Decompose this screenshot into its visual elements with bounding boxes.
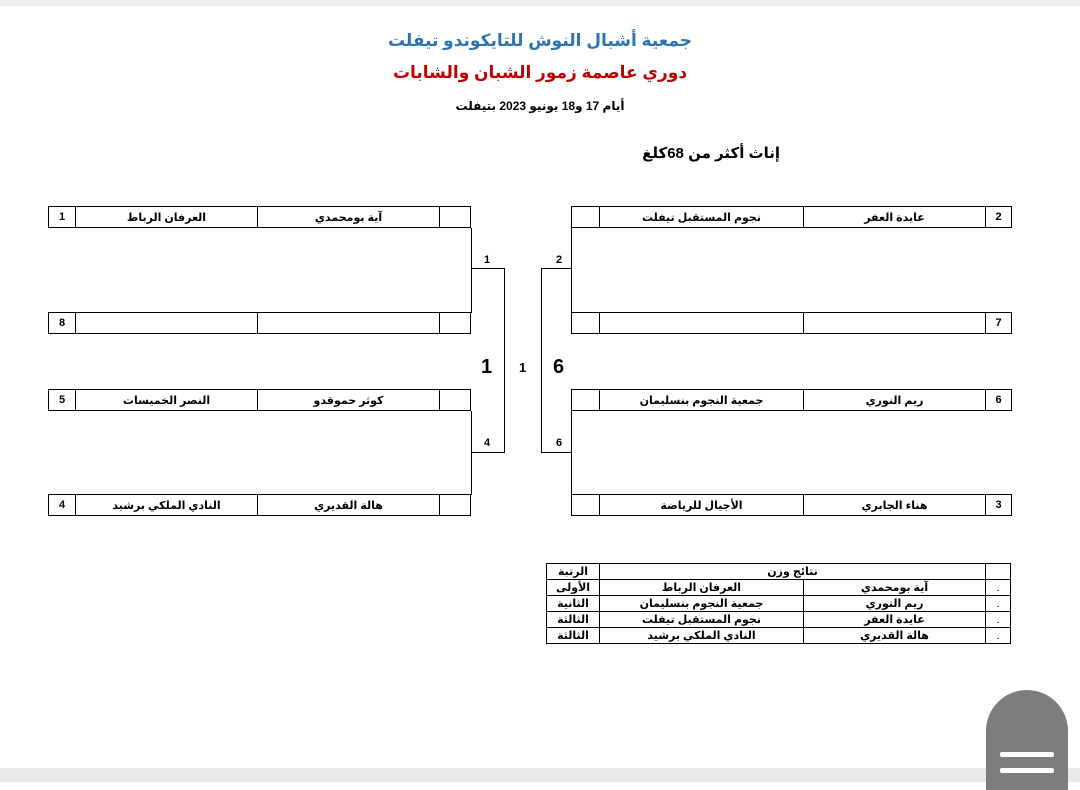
athlete-cell — [257, 312, 440, 334]
connector-line — [504, 268, 505, 453]
seed-number: 3 — [985, 494, 1012, 516]
connector-line — [541, 268, 571, 269]
organization-title: جمعية أشبال النوش للتايكوندو تيفلت — [387, 31, 693, 50]
scroll-to-top-button[interactable] — [986, 690, 1068, 790]
club-cell: العرفان الرباط — [599, 579, 804, 596]
final-left-score: 1 — [481, 356, 493, 378]
semifinal-winner-left-top: 1 — [484, 254, 491, 266]
athlete-cell: آية بومحمدي — [257, 206, 440, 228]
final-right-score: 6 — [553, 356, 565, 378]
weight-category: إناث أكثر من 68كلغ — [642, 145, 780, 162]
club-cell — [599, 312, 804, 334]
rank-cell: الثالثة — [546, 611, 600, 628]
athlete-cell — [803, 312, 986, 334]
rank-cell: الأولى — [546, 579, 600, 596]
score-box — [571, 312, 600, 334]
league-title: دوري عاصمة زمور الشبان والشابات — [392, 63, 688, 82]
results-title: نتائج وزن — [599, 563, 986, 580]
rank-cell: الثانية — [546, 595, 600, 612]
final-winner: 1 — [519, 360, 527, 375]
athlete-cell: عايدة العفر — [803, 206, 986, 228]
athlete-cell: ريم النوري — [803, 595, 986, 612]
score-box — [571, 494, 600, 516]
rank-cell: الثالثة — [546, 627, 600, 644]
connector-line — [471, 411, 472, 495]
connector-line — [471, 452, 504, 453]
row-mark: . — [985, 627, 1011, 644]
row-mark: . — [985, 595, 1011, 612]
club-cell: نجوم المستقبل تيفلت — [599, 611, 804, 628]
top-border — [0, 0, 1080, 6]
score-box — [439, 312, 471, 334]
connector-line — [471, 268, 504, 269]
club-cell: الأجيال للرياضة — [599, 494, 804, 516]
athlete-cell: عايدة العفر — [803, 611, 986, 628]
semifinal-winner-left-bottom: 4 — [484, 437, 491, 449]
athlete-cell: هناء الجابري — [803, 494, 986, 516]
club-cell: جمعية النجوم بنسليمان — [599, 595, 804, 612]
seed-number: 5 — [48, 389, 76, 411]
seed-number: 2 — [985, 206, 1012, 228]
athlete-cell: ريم النوري — [803, 389, 986, 411]
club-cell: جمعية النجوم بنسليمان — [599, 389, 804, 411]
connector-line — [571, 411, 572, 495]
club-cell: النادي الملكي برشيد — [599, 627, 804, 644]
connector-line — [571, 228, 572, 313]
row-mark: . — [985, 611, 1011, 628]
menu-bar-icon — [1000, 752, 1054, 757]
seed-number: 8 — [48, 312, 76, 334]
connector-line — [471, 228, 472, 313]
score-box — [439, 494, 471, 516]
semifinal-winner-right-bottom: 6 — [556, 437, 563, 449]
seed-number: 6 — [985, 389, 1012, 411]
connector-line — [541, 452, 571, 453]
score-box — [571, 206, 600, 228]
rank-header: الرتبة — [546, 563, 600, 580]
semifinal-winner-right-top: 2 — [556, 254, 563, 266]
menu-bar-icon — [1000, 768, 1054, 773]
score-box — [439, 389, 471, 411]
club-cell: النادي الملكي برشيد — [75, 494, 258, 516]
event-dates: أيام 17 و18 يونيو 2023 بتيفلت — [455, 99, 625, 113]
connector-line — [541, 268, 542, 453]
athlete-cell: كوثر حموقدو — [257, 389, 440, 411]
athlete-cell: هالة القديري — [257, 494, 440, 516]
club-cell: النصر الخميسات — [75, 389, 258, 411]
seed-number: 4 — [48, 494, 76, 516]
seed-number: 1 — [48, 206, 76, 228]
bottom-border — [0, 768, 1080, 782]
athlete-cell: هالة القديري — [803, 627, 986, 644]
club-cell — [75, 312, 258, 334]
score-box — [439, 206, 471, 228]
score-box — [571, 389, 600, 411]
seed-number: 7 — [985, 312, 1012, 334]
club-cell: العرفان الرباط — [75, 206, 258, 228]
club-cell: نجوم المستقبل تيفلت — [599, 206, 804, 228]
row-mark: . — [985, 579, 1011, 596]
results-header-blank — [985, 563, 1011, 580]
athlete-cell: آية بومحمدي — [803, 579, 986, 596]
